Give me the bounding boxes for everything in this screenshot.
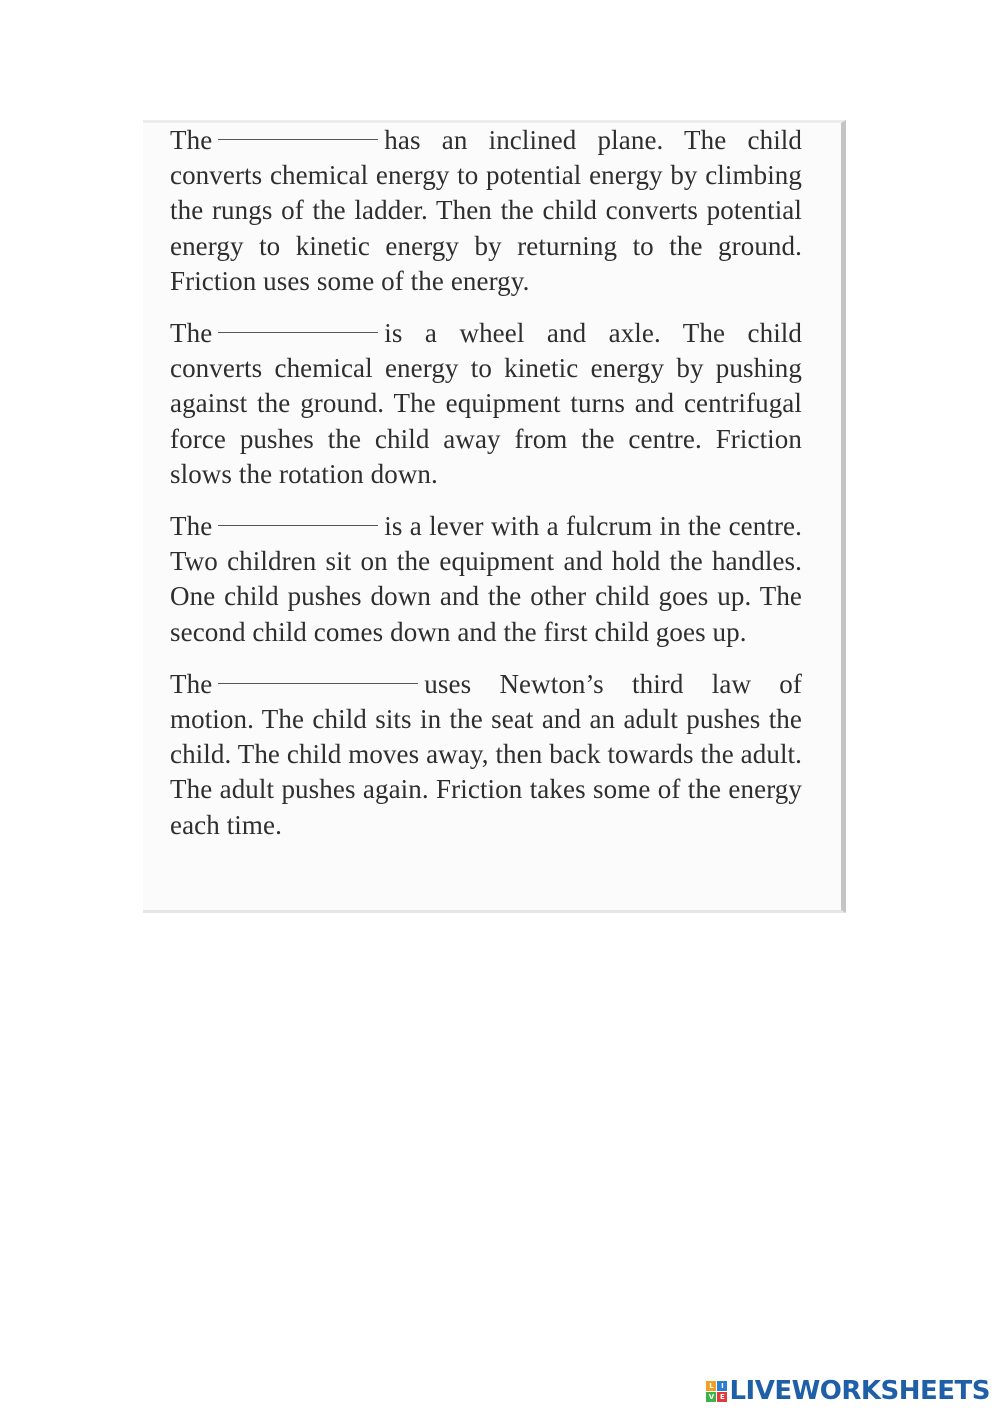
passage-roundabout	[170, 316, 802, 492]
passage-text: has an inclined plane. The child converts chemical energy to potential energy by climbing the rungs of the ladder. Then the child converts potential energy to kinetic energy by returning to the ground. Friction uses some of the energy.	[170, 125, 802, 296]
blank-answer-field-4[interactable]	[218, 667, 418, 684]
logo-letter-e: E	[717, 1392, 727, 1402]
logo-letter-l: L	[706, 1381, 716, 1391]
liveworksheets-logo-icon	[706, 1381, 727, 1402]
passage-lead: The	[170, 125, 213, 155]
liveworksheets-logo-text: LIVEWORKSHEETS	[729, 1376, 990, 1406]
passage-text: is a lever with a fulcrum in the centre. Two children sit on the equipment and hold the handles. One child pushes down and the other child goes up. The second child comes down and the first child goes up.	[170, 511, 802, 647]
passage-seesaw	[170, 509, 802, 650]
blank-answer-field-1[interactable]	[218, 123, 378, 140]
logo-letter-v: V	[706, 1392, 716, 1402]
passage-lead: The	[170, 511, 213, 542]
passage-slide	[170, 123, 802, 299]
logo-letter-i: I	[717, 1381, 727, 1391]
blank-answer-field-3[interactable]	[218, 509, 378, 526]
liveworksheets-logo	[706, 1377, 990, 1405]
passage-text: uses Newton’s third law of motion. The child sits in the seat and an adult pushes the child. The child moves away, then back towards the adult. The adult pushes again. Friction takes some of the energy each time.	[170, 668, 802, 840]
passage-lead: The	[170, 668, 213, 699]
blank-answer-field-2[interactable]	[218, 316, 378, 333]
worksheet-scan	[143, 120, 846, 913]
passage-lead: The	[170, 318, 213, 349]
passage-list	[170, 123, 802, 843]
passage-swing	[170, 667, 802, 843]
passage-text: is a wheel and axle. The child converts chemical energy to kinetic energy by pushing against the ground. The equipment turns and centrifugal force pushes the child away from the centre. Friction slows the rotation down.	[170, 318, 802, 489]
